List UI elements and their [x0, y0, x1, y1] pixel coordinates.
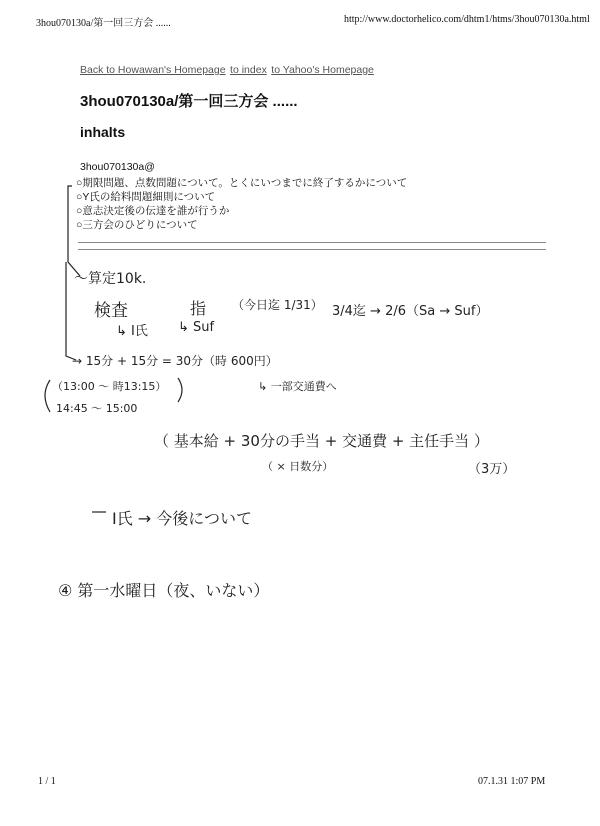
agenda-item: ○三方会のひどりについて	[76, 219, 198, 231]
note-kongo: I氏 → 今後について	[112, 509, 252, 528]
note-date-range: 3/4迄 → 2/6（Sa → Suf）	[332, 304, 489, 319]
connector-line	[68, 186, 80, 276]
note-suf: ↳ Suf	[178, 320, 215, 335]
agenda-item: ○期限問題、点数問題について。とくにいつまでに終了するかについて	[76, 177, 408, 189]
note-santei: 〜算定10k.	[74, 271, 147, 287]
link-index[interactable]: to index	[230, 64, 267, 76]
print-header-title: 3hou070130a/第一回三方会 ......	[36, 18, 171, 29]
bracket-stroke	[45, 380, 50, 412]
print-footer-timestamp: 07.1.31 1:07 PM	[478, 776, 546, 787]
agenda-item: ○Y氏の給料問題細則について	[76, 191, 216, 203]
note-kyou-made: （今日迄 1/31）	[232, 298, 323, 312]
note-wednesday: ④ 第一水曜日（夜、いない）	[58, 581, 270, 600]
link-yahoo-homepage[interactable]: to Yahoo's Homepage	[271, 64, 374, 76]
note-kensa: 検査	[94, 301, 128, 321]
note-yubi: 指	[190, 299, 207, 318]
print-footer-page: 1 / 1	[38, 776, 56, 787]
link-howawan-homepage[interactable]: Back to Howawan's Homepage	[80, 64, 226, 76]
note-time-slot-1: （13:00 〜 時13:15）	[52, 380, 167, 393]
note-salary-formula: （ 基本給 + 30分の手当 + 交通費 + 主任手当 ）	[154, 432, 489, 450]
inhalts-heading: inhalts	[80, 124, 126, 140]
note-i-shi: ↳ I氏	[116, 324, 148, 339]
print-header-url: http://www.doctorhelico.com/dhtm1/htms/3hou070130a.html	[344, 14, 590, 25]
agenda-item: ○意志決定後の伝達を誰が行うか	[76, 205, 230, 217]
bracket-stroke	[178, 378, 182, 402]
note-days: （ × 日数分）	[262, 460, 334, 473]
page-title: 3hou070130a/第一回三方会 ......	[80, 93, 298, 110]
note-time-sum: → 15分 + 15分 = 30分（時 600円）	[72, 354, 278, 368]
list-intro: 3hou070130a@	[80, 161, 155, 173]
note-3man: （3万）	[468, 462, 516, 477]
note-time-slot-2: 14:45 〜 15:00	[56, 402, 138, 415]
note-transport: ↳ 一部交通費へ	[258, 380, 337, 393]
